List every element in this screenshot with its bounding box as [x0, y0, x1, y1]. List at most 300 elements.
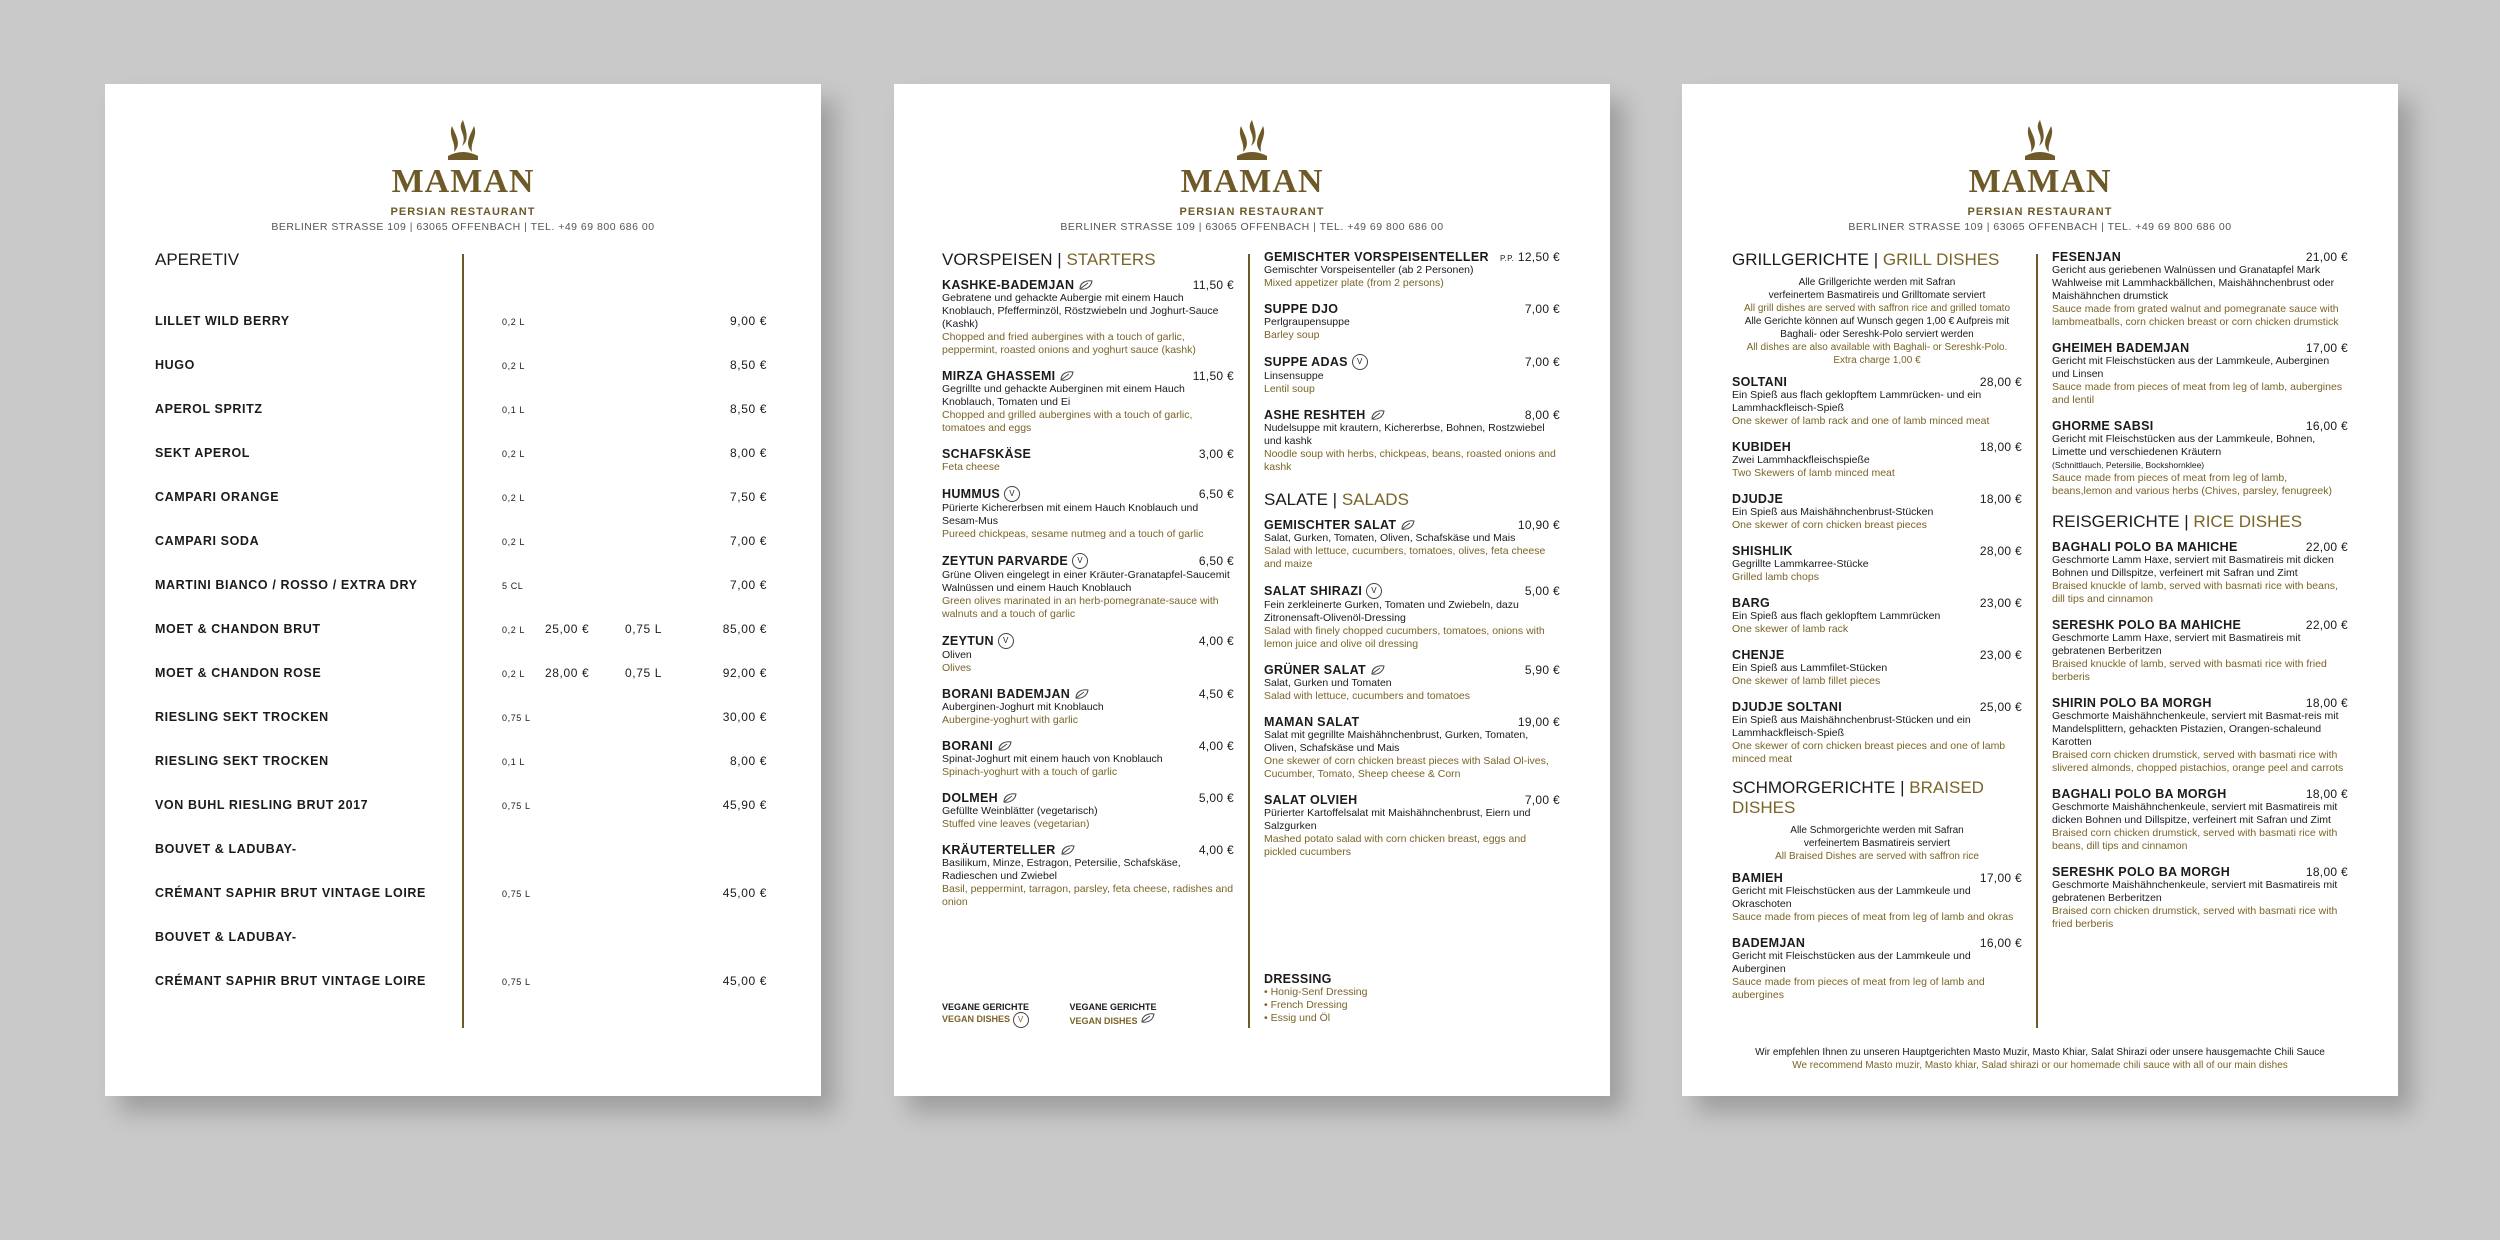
menu-item-price: 6,50 € [1198, 554, 1234, 568]
dressing-item: • French Dressing [1264, 999, 1348, 1011]
menu-item-head [1732, 936, 2022, 950]
menu-item-desc-en: Braised corn chicken drumstick, served with basmati rice with beans, dill tips and cinnamon [2052, 827, 2338, 852]
menu-item-desc-en: Sauce made from pieces of meat from leg of lamb and aubergines [1732, 976, 1985, 1001]
dressing-block [1264, 972, 1560, 1025]
menu-item-head [1264, 408, 1560, 422]
menu-item-price: 19,00 € [1517, 715, 1560, 729]
drink-row [155, 446, 767, 466]
menu-item-head [1264, 793, 1560, 807]
drink-row [155, 314, 767, 334]
menu-item-desc-de: Gericht mit Fleischstücken aus der Lammkeule und Okraschoten [1732, 885, 1971, 910]
menu-item-price: 21,00 € [2305, 250, 2348, 264]
drink-name: MOET & CHANDON ROSE [155, 666, 322, 680]
drink-price: 9,00 € [730, 314, 767, 328]
menu-item-name: SALAT OLVIEH [1264, 793, 1358, 807]
menu-item-price: 23,00 € [1979, 648, 2022, 662]
drink-price: 8,50 € [730, 402, 767, 416]
leaf-icon [1140, 1012, 1156, 1024]
menu-item-price: 12,50 € [1517, 250, 1560, 264]
menu-item-desc-de: Linsensuppe [1264, 370, 1324, 382]
drink-price: 85,00 € [722, 622, 767, 636]
menu-item-desc-en: Sauce made from pieces of meat from leg of lamb and okras [1732, 911, 2014, 923]
menu-item-price: 8,00 € [1524, 408, 1560, 422]
drink-name: BOUVET & LADUBAY- [155, 842, 297, 856]
leaf-icon [1074, 688, 1090, 700]
drink-volume: 0,2 L [502, 317, 526, 327]
menu-item [942, 739, 1234, 779]
menu-item-head [942, 739, 1234, 753]
menu-item-desc-en: Chopped and grilled aubergines with a touch of garlic, tomatoes and eggs [942, 409, 1193, 434]
menu-item-head [1264, 715, 1560, 729]
menu-item-head [1264, 250, 1560, 264]
stews-list [2052, 250, 2348, 498]
menu-item [2052, 250, 2348, 329]
menu-item-desc-en: Sauce made from pieces of meat from leg of lamb, aubergines and lentil [2052, 381, 2343, 406]
menu-item-price: 5,00 € [1524, 584, 1560, 598]
braised-list [1732, 871, 2022, 1002]
menu-item-name: HUMMUS [942, 487, 1001, 501]
drink-row [155, 710, 767, 730]
column-divider [1248, 254, 1250, 1028]
menu-item-desc-en: Sauce made from pieces of meat from leg of lamb, beans,lemon and various herbs (Chives, parsley, fenugreek) [2052, 472, 2332, 497]
menu-item-desc-de: Gericht aus geriebenen Walnüssen und Granatapfel Mark Wahlweise mit Lammhackbällchen, Maishähnchenbrust oder Maishähnchen drumstick [2052, 264, 2335, 302]
menu-item-name: BORANI [942, 739, 994, 753]
soups-list [1264, 250, 1560, 474]
menu-item-head [942, 278, 1234, 292]
menu-item-desc-de: Ein Spieß aus Lammfilet-Stücken [1732, 662, 1888, 674]
menu-item-desc-en: Noodle soup with herbs, chickpeas, beans, roasted onions and kashk [1264, 448, 1556, 473]
menu-item-name: GHORME SABSI [2052, 419, 2154, 433]
drink-volume-large: 0,75 L [625, 666, 662, 680]
section-title-salads: SALATE | SALADS [1264, 490, 1409, 509]
dressing-item: • Essig und Öl [1264, 1012, 1331, 1024]
drink-price: 45,90 € [722, 798, 767, 812]
menu-item-desc-de: Gericht mit Fleischstücken aus der Lammkeule, Auberginen und Linsen [2052, 355, 2330, 380]
menu-item-head [942, 843, 1234, 857]
menu-item-name: DJUDJE [1732, 492, 1784, 506]
drink-name: LILLET WILD BERRY [155, 314, 290, 328]
menu-item [942, 369, 1234, 435]
menu-item-price: 28,00 € [1979, 544, 2022, 558]
menu-item-name: BAGHALI POLO BA MORGH [2052, 787, 2227, 801]
drink-price: 8,00 € [730, 754, 767, 768]
page-header [105, 118, 821, 233]
drink-name: CAMPARI ORANGE [155, 490, 280, 504]
vegan-v-icon: V [1004, 486, 1020, 502]
menu-item-price: 3,00 € [1198, 447, 1234, 461]
menu-item-desc-en: One skewer of corn chicken breast pieces with Salad Ol-ives, Cucumber, Tomato, Sheep cheese & Corn [1264, 755, 1549, 780]
drink-price: 7,00 € [730, 578, 767, 592]
menu-item-desc-en: Barley soup [1264, 329, 1320, 341]
menu-item [1732, 596, 2022, 636]
menu-item-price: 11,50 € [1192, 278, 1234, 292]
menu-item [942, 687, 1234, 727]
menu-item-name: SUPPE DJO [1264, 302, 1339, 316]
menu-item-price: 17,00 € [2305, 341, 2348, 355]
menu-item [1732, 936, 2022, 1002]
leaf-icon [1370, 664, 1386, 676]
drink-volume: 0,75 L [502, 801, 531, 811]
section-title-braised: SCHMORGERICHTE | BRAISED DISHES [1732, 778, 1984, 817]
menu-item-desc-de: Ein Spieß aus Maishähnchenbrust-Stücken [1732, 506, 1934, 518]
menu-page-starters [894, 84, 1610, 1096]
note-line: Extra charge 1,00 € [1833, 355, 1921, 366]
menu-item [1264, 302, 1560, 342]
menu-item-price: 5,90 € [1524, 663, 1560, 677]
menu-item-price: 22,00 € [2305, 540, 2348, 554]
menu-item-name: FESENJAN [2052, 250, 2122, 264]
legend-vegetarian: VEGANE GERICHTE VEGAN DISHES [1069, 1002, 1157, 1026]
menu-item-name: MIRZA GHASSEMI [942, 369, 1056, 383]
menu-item-price: 25,00 € [1979, 700, 2022, 714]
leaf-icon [1059, 370, 1075, 382]
drink-price: 45,00 € [722, 886, 767, 900]
section-title: APERETIV [155, 250, 240, 269]
note-line: Alle Gerichte können auf Wunsch gegen 1,00 € Aufpreis mit [1744, 316, 2010, 327]
menu-item-desc-de: Gebratene und gehackte Aubergie mit einem Hauch Knoblauch, Pfefferminzöl, Röstzwiebeln und Joghurt-Sauce (Kashk) [942, 292, 1219, 330]
menu-item-head [1264, 302, 1560, 316]
menu-item-desc-de: Pürierte Kichererbsen mit einem Hauch Knoblauch und Sesam-Mus [942, 502, 1199, 527]
menu-item [2052, 865, 2348, 931]
leaf-icon [1002, 792, 1018, 804]
starters-column [942, 250, 1234, 921]
menu-item [1732, 492, 2022, 532]
menu-item [942, 447, 1234, 474]
page-header [894, 118, 1610, 233]
menu-item-desc-en: Stuffed vine leaves (vegetarian) [942, 818, 1090, 830]
flame-logo-icon [1229, 118, 1275, 162]
menu-item-desc-de: Zwei Lammhackfleischspieße [1732, 454, 1870, 466]
footer-de: Wir empfehlen Ihnen zu unseren Hauptgerichten Masto Muzir, Masto Khiar, Salat Shirazi oder unsere hausgemachte Chili Sauce [1755, 1047, 2325, 1058]
menu-item-desc-en: One skewer of corn chicken breast pieces [1732, 519, 1927, 531]
menu-item-price: 7,00 € [1524, 793, 1560, 807]
menu-item-price: 4,50 € [1198, 687, 1234, 701]
rice-list [2052, 540, 2348, 931]
drink-name: MOET & CHANDON BRUT [155, 622, 321, 636]
menu-item-head [942, 369, 1234, 383]
menu-item-head [942, 633, 1234, 649]
menu-item-name: SHISHLIK [1732, 544, 1793, 558]
menu-item-desc-en: Lentil soup [1264, 383, 1315, 395]
menu-item-desc-de: Perlgraupensuppe [1264, 316, 1350, 328]
leaf-icon [1060, 844, 1076, 856]
braised-note [1732, 824, 2022, 863]
menu-item-desc-de: Geschmorte Lamm Haxe, serviert mit Basmatireis mit gebratenen Berberitzen [2052, 632, 2301, 657]
menu-item-name: KUBIDEH [1732, 440, 1792, 454]
menu-item-desc-de: Salat, Gurken und Tomaten [1264, 677, 1392, 689]
menu-item-head [1732, 596, 2022, 610]
drink-volume: 0,2 L [502, 625, 526, 635]
drink-row [155, 622, 767, 642]
menu-item-price: 28,00 € [1979, 375, 2022, 389]
drink-name: APEROL SPRITZ [155, 402, 263, 416]
salads-list [1264, 518, 1560, 859]
menu-item-head [2052, 250, 2348, 264]
menu-item-desc-de: Gefüllte Weinblätter (vegetarisch) [942, 805, 1098, 817]
menu-item-price: 16,00 € [1979, 936, 2022, 950]
menu-item-desc-de: Gemischter Vorspeisenteller (ab 2 Personen) [1264, 264, 1474, 276]
stews-rice-column [2052, 250, 2348, 943]
menu-item-head [1264, 354, 1560, 370]
drink-volume: 0,1 L [502, 405, 526, 415]
menu-item-desc-de: Gericht mit Fleischstücken aus der Lammkeule, Bohnen, Limette und verschiedenen Kräutern [2052, 433, 2316, 458]
drink-volume: 0,75 L [502, 713, 531, 723]
drink-volume: 0,2 L [502, 361, 526, 371]
menu-item [1264, 354, 1560, 396]
menu-item-head [1732, 700, 2022, 714]
menu-item [2052, 618, 2348, 684]
menu-item-desc-de: Gegrillte Lammkarree-Stücke [1732, 558, 1869, 570]
menu-item-name: SERESHK POLO BA MAHICHE [2052, 618, 2242, 632]
brand-name: MAMAN [1180, 163, 1324, 200]
menu-item-price: 6,50 € [1198, 487, 1234, 501]
drink-volume-large: 0,75 L [625, 622, 662, 636]
menu-item [1732, 648, 2022, 688]
drink-row [155, 842, 767, 862]
menu-item-desc-en: Braised knuckle of lamb, served with basmati rice with beans, dill tips and cinnamon [2052, 580, 2338, 605]
drink-name: RIESLING SEKT TROCKEN [155, 754, 329, 768]
vegan-v-icon: V [1366, 583, 1382, 599]
drink-name: RIESLING SEKT TROCKEN [155, 710, 329, 724]
menu-item-price: 4,00 € [1198, 739, 1234, 753]
menu-item-desc-en: Braised corn chicken drumstick, served with basmati rice with slivered almonds, chopped pistachios, orange peel and carrots [2052, 749, 2344, 774]
menu-item-name: ZEYTUN PARVARDE [942, 554, 1069, 568]
menu-item [1264, 793, 1560, 859]
menu-item-name: ZEYTUN [942, 634, 994, 648]
drink-row [155, 358, 767, 378]
menu-item-name: GHEIMEH BADEMJAN [2052, 341, 2190, 355]
menu-item-desc-de: Nudelsuppe mit krautern, Kichererbse, Bohnen, Rostzwiebel und kashk [1264, 422, 1545, 447]
brand-subtitle: PERSIAN RESTAURANT [1179, 206, 1325, 218]
menu-item-name: SCHAFSKÄSE [942, 447, 1032, 461]
drink-row [155, 490, 767, 510]
menu-item-name: BAMIEH [1732, 871, 1784, 885]
menu-item-desc-en: Salad with finely chopped cucumbers, tomatoes, onions with lemon juice and olive oil dressing [1264, 625, 1545, 650]
menu-item-desc-en: Pureed chickpeas, sesame nutmeg and a touch of garlic [942, 528, 1204, 540]
drink-price-small: 28,00 € [545, 666, 590, 680]
note-line: Alle Grillgerichte werden mit Safran [1798, 277, 1956, 288]
menu-item-price: 4,00 € [1198, 634, 1234, 648]
menu-item-head [1732, 375, 2022, 389]
menu-item-name: BADEMJAN [1732, 936, 1806, 950]
drink-volume: 0,2 L [502, 669, 526, 679]
drink-price: 45,00 € [722, 974, 767, 988]
drink-row [155, 754, 767, 774]
menu-item-name: BORANI BADEMJAN [942, 687, 1071, 701]
menu-item-tag: P.P. [1499, 254, 1515, 263]
menu-item [942, 791, 1234, 831]
menu-item-desc-en: Spinach-yoghurt with a touch of garlic [942, 766, 1118, 778]
column-divider [2036, 254, 2038, 1028]
menu-item-desc-en: Sauce made from grated walnut and pomegranate sauce with lambmeatballs, corn chicken breast or corn chicken drumstick [2052, 303, 2339, 328]
note-line: verfeinertem Basmatireis serviert [1803, 838, 1951, 849]
starters-list [942, 278, 1234, 909]
menu-item-desc-de: Basilikum, Minze, Estragon, Petersilie, Schafskäse, Radieschen und Zwiebel [942, 857, 1181, 882]
menu-item-head [2052, 787, 2348, 801]
drink-name: CRÉMANT SAPHIR BRUT VINTAGE LOIRE [155, 974, 426, 988]
vegan-v-icon: V [1013, 1012, 1029, 1028]
menu-item-head [1264, 518, 1560, 532]
menu-item-desc-en: Salad with lettuce, cucumbers, tomatoes, olives, feta cheese and maize [1264, 545, 1546, 570]
section-title-grill: GRILLGERICHTE | GRILL DISHES [1732, 250, 2000, 269]
drink-row [155, 974, 767, 994]
menu-item-head [1264, 663, 1560, 677]
menu-item-desc-de: Gericht mit Fleischstücken aus der Lammkeule und Auberginen [1732, 950, 1971, 975]
drink-name: VON BUHL RIESLING BRUT 2017 [155, 798, 369, 812]
menu-item-head [1732, 440, 2022, 454]
menu-item-name: KASHKE-BADEMJAN [942, 278, 1075, 292]
flame-logo-icon [440, 118, 486, 162]
menu-item-desc-de: Geschmorte Lamm Haxe, serviert mit Basmatireis mit dicken Bohnen und Dillspitze, verfeinert mit Safran und Zimt [2052, 554, 2334, 579]
drink-volume: 0,2 L [502, 449, 526, 459]
drink-volume: 0,75 L [502, 977, 531, 987]
menu-item [2052, 341, 2348, 407]
leaf-icon [1370, 409, 1386, 421]
menu-item-head [942, 553, 1234, 569]
menu-item-desc-en: Aubergine-yoghurt with garlic [942, 714, 1078, 726]
drink-volume: 5 CL [502, 581, 524, 591]
menu-item-head [1264, 583, 1560, 599]
menu-item-name: CHENJE [1732, 648, 1785, 662]
menu-item-desc-en: One skewer of lamb rack [1732, 623, 1849, 635]
menu-item-head [942, 791, 1234, 805]
menu-item-desc-en: One skewer of lamb rack and one of lamb minced meat [1732, 415, 1990, 427]
note-line: All dishes are also available with Baghali- or Sereshk-Polo. [1746, 342, 2008, 353]
drink-volume: 0,2 L [502, 537, 526, 547]
menu-item-price: 7,00 € [1524, 355, 1560, 369]
drink-row [155, 534, 767, 554]
grill-list [1732, 375, 2022, 766]
menu-item-price: 16,00 € [2305, 419, 2348, 433]
menu-item-name: GEMISCHTER SALAT [1264, 518, 1397, 532]
section-title-rice: REISGERICHTE | RICE DISHES [2052, 512, 2303, 531]
menu-item-desc-en: Salad with lettuce, cucumbers and tomatoes [1264, 690, 1471, 702]
menu-item-desc-de: Auberginen-Joghurt mit Knoblauch [942, 701, 1104, 713]
menu-item-head [1732, 492, 2022, 506]
menu-item-desc-de: Grüne Oliven eingelegt in einer Kräuter-Granatapfel-Saucemit Walnüssen und einem Hauch Knoblauch [942, 569, 1230, 594]
menu-item-desc-de: Oliven [942, 649, 972, 661]
menu-item-desc-en: Feta cheese [942, 461, 1000, 473]
brand-address: BERLINER STRASSE 109 | 63065 OFFENBACH | TEL. +49 69 800 686 00 [1060, 221, 1444, 233]
drink-row [155, 798, 767, 818]
menu-item-name: SOLTANI [1732, 375, 1788, 389]
menu-item-desc-de: Salat, Gurken, Tomaten, Oliven, Schafskäse und Mais [1264, 532, 1516, 544]
drink-name: HUGO [155, 358, 195, 372]
menu-item-head [942, 447, 1234, 461]
menu-item [1264, 663, 1560, 703]
menu-item-desc-en: Olives [942, 662, 972, 674]
menu-item-desc-de: Gegrillte und gehackte Auberginen mit einem Hauch Knoblauch, Tomaten und Ei [942, 383, 1185, 408]
page-header [1682, 118, 2398, 233]
note-line: All grill dishes are served with saffron rice and grilled tomato [1743, 303, 2011, 314]
vegan-v-icon: V [1352, 354, 1368, 370]
grill-braised-column [1732, 250, 2022, 1014]
menu-item-name: BAGHALI POLO BA MAHICHE [2052, 540, 2238, 554]
menu-item-desc-de: Ein Spieß aus Maishähnchenbrust-Stücken und ein Lammhackfleisch-Spieß [1732, 714, 1971, 739]
menu-item [1732, 871, 2022, 924]
menu-item-price: 7,00 € [1524, 302, 1560, 316]
menu-item-desc-de: Geschmorte Maishähnchenkeule, serviert mit Basmatireis mit gebratenen Berberitzen [2052, 879, 2338, 904]
menu-item-price: 23,00 € [1979, 596, 2022, 610]
menu-item-name: BARG [1732, 596, 1771, 610]
drink-row [155, 930, 767, 950]
menu-item [2052, 787, 2348, 853]
brand-name: MAMAN [391, 163, 535, 200]
menu-item-head [2052, 618, 2348, 632]
menu-item [1264, 715, 1560, 781]
menu-item-name: SALAT SHIRAZI [1264, 584, 1363, 598]
drink-price-small: 25,00 € [545, 622, 590, 636]
menu-item [2052, 540, 2348, 606]
menu-item-name: SERESHK POLO BA MORGH [2052, 865, 2231, 879]
note-line: Alle Schmorgerichte werden mit Safran [1790, 825, 1964, 836]
drink-name: MARTINI BIANCO / ROSSO / EXTRA DRY [155, 578, 418, 592]
menu-item [1264, 408, 1560, 474]
note-line: All Braised Dishes are served with saffron rice [1775, 851, 1979, 862]
menu-item-desc-en: Braised corn chicken drumstick, served with basmati rice with fried berberis [2052, 905, 2338, 930]
drink-row [155, 886, 767, 906]
drink-name: SEKT APEROL [155, 446, 251, 460]
drink-row [155, 402, 767, 422]
menu-item-price: 10,90 € [1517, 518, 1560, 532]
brand-subtitle: PERSIAN RESTAURANT [390, 206, 536, 218]
menu-item-price: 5,00 € [1198, 791, 1234, 805]
menu-item-head [1732, 871, 2022, 885]
menu-item-head [942, 687, 1234, 701]
brand-name: MAMAN [1968, 163, 2112, 200]
menu-item [1732, 544, 2022, 584]
menu-item-desc-en: Chopped and fried aubergines with a touch of garlic, peppermint, roasted onions and yoghurt sauce (kashk) [942, 331, 1196, 356]
menu-item-price: 18,00 € [2305, 787, 2348, 801]
menu-item-head [942, 486, 1234, 502]
menu-item-price: 11,50 € [1192, 369, 1234, 383]
menu-item-name: ASHE RESHTEH [1264, 408, 1366, 422]
drink-price: 8,50 € [730, 358, 767, 372]
menu-item-desc-en: One skewer of corn chicken breast pieces and one of lamb minced meat [1732, 740, 2006, 765]
drink-price: 7,00 € [730, 534, 767, 548]
menu-item-desc-en: One skewer of lamb fillet pieces [1732, 675, 1881, 687]
drink-row [155, 666, 767, 686]
note-line: verfeinertem Basmatireis und Grilltomate serviert [1768, 290, 1986, 301]
menu-item-head [2052, 341, 2348, 355]
section-title-starters: VORSPEISEN | STARTERS [942, 250, 1156, 269]
menu-item [1732, 440, 2022, 480]
drink-name: CRÉMANT SAPHIR BRUT VINTAGE LOIRE [155, 886, 426, 900]
menu-item [942, 278, 1234, 357]
menu-item-desc-de: Salat mit gegrillte Maishähnchenbrust, Gurken, Tomaten, Oliven, Schafskäse und Mais [1264, 729, 1529, 754]
menu-page-aperitif [105, 84, 821, 1096]
menu-item-price: 22,00 € [2305, 618, 2348, 632]
drink-name: BOUVET & LADUBAY- [155, 930, 297, 944]
menu-item-desc-en: Basil, peppermint, tarragon, parsley, feta cheese, radishes and onion [942, 883, 1234, 908]
note-line: Baghali- oder Sereshk-Polo serviert werden [1780, 329, 1974, 340]
menu-item-desc-en: Two Skewers of lamb minced meat [1732, 467, 1895, 479]
menu-item [942, 553, 1234, 621]
menu-item-price: 4,00 € [1198, 843, 1234, 857]
menu-item-desc-de: Geschmorte Maishähnchenkeule, serviert mit Basmat-reis mit Mandelsplittern, gehackten Pistazien, Orangen-schaleund Karotten [2052, 710, 2339, 748]
menu-item [942, 843, 1234, 909]
menu-item-head [1732, 544, 2022, 558]
soups-salads-column [1264, 250, 1560, 871]
diet-legend [942, 1002, 1234, 1028]
flame-logo-icon [2017, 118, 2063, 162]
menu-item-name: MAMAN SALAT [1264, 715, 1360, 729]
menu-item-head [2052, 696, 2348, 710]
drink-price: 92,00 € [722, 666, 767, 680]
menu-item-name: SHIRIN POLO BA MORGH [2052, 696, 2212, 710]
menu-item-desc-de: Spinat-Joghurt mit einem hauch von Knoblauch [942, 753, 1163, 765]
grill-note [1732, 276, 2022, 367]
